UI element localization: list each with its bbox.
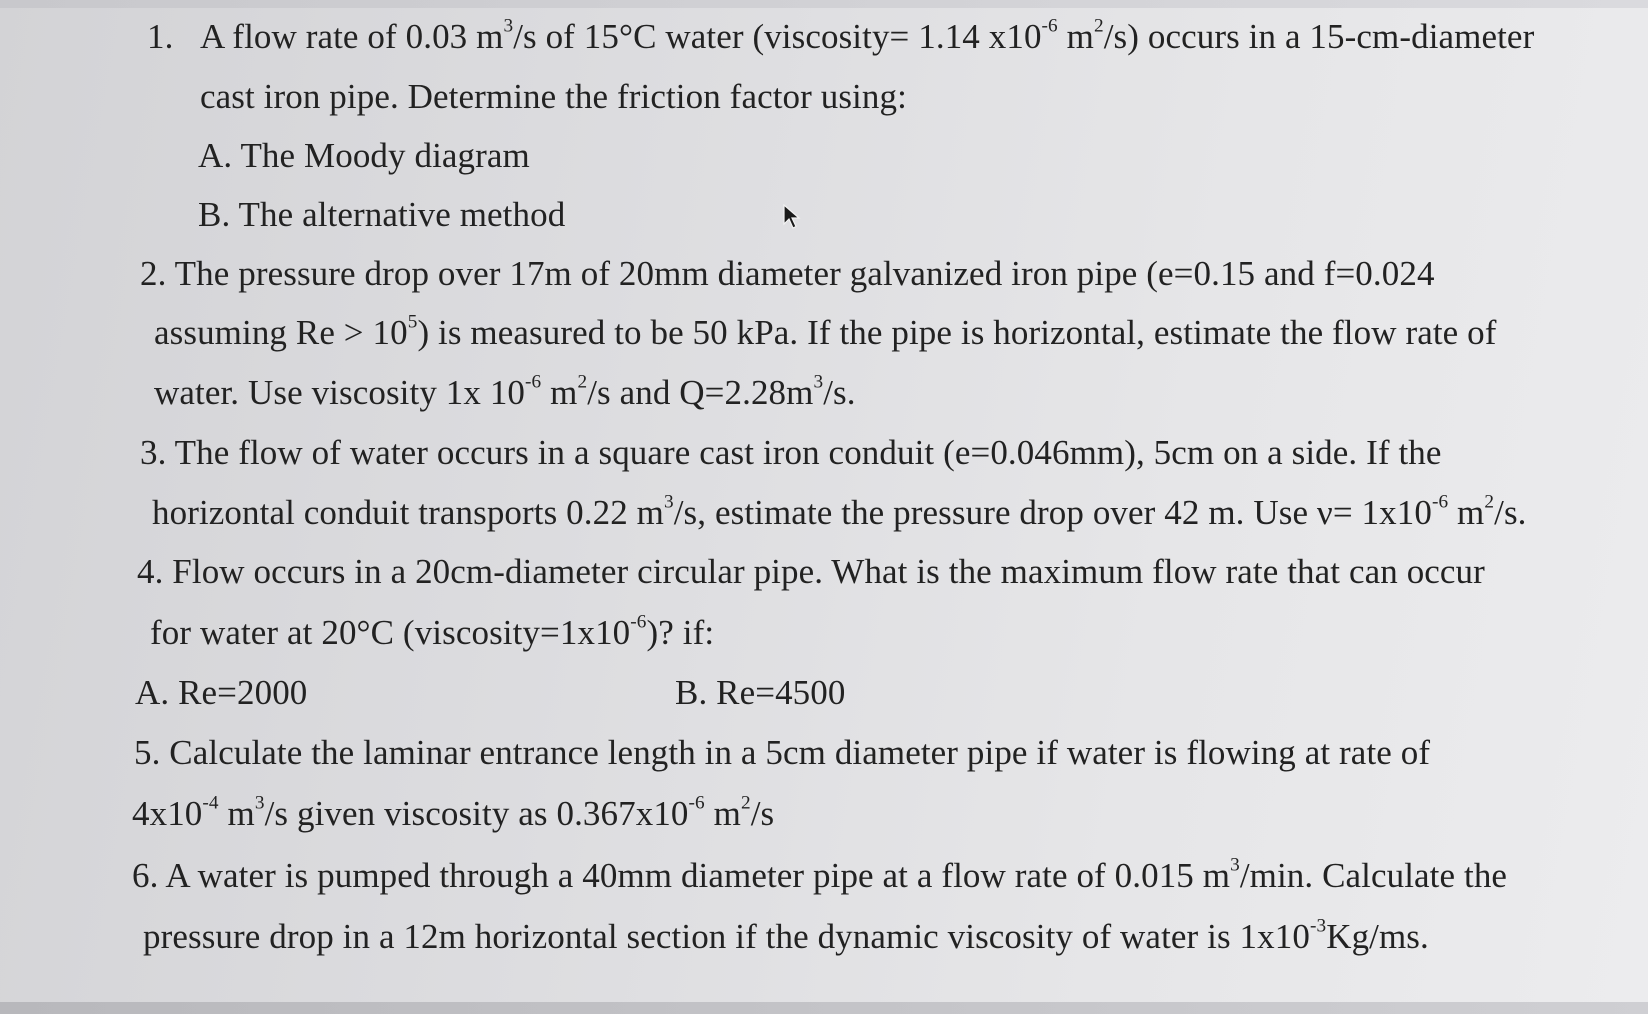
screen-top-edge <box>0 0 1648 8</box>
q6-line-2: pressure drop in a 12m horizontal section if the dynamic viscosity of water is $1x10^{-3}Kg/ms$. <box>143 915 1429 956</box>
q3-line-1: 3. The flow of water occurs in a square cast iron conduit (e=0.046mm), 5cm on a side. If the <box>140 433 1442 472</box>
q2-line-3: water. Use viscosity 1x $10^{-6}$ $m^2/s$ and $Q=2.28m^3/s$. <box>154 371 856 412</box>
q1-line-1: 1. A flow rate of 0.03 $m^3/s$ of 15°C water (viscosity= 1.14 $x10^{-6}$ $m^2/s$) occurs in a 15-cm-diameter <box>147 15 1535 56</box>
q2-line-2: assuming $Re > 10^5$) is measured to be 50 kPa. If the pipe is horizontal, estimate the flow rate of <box>154 311 1497 352</box>
q1-option-b: B. The alternative method <box>198 195 566 234</box>
q1-option-a: A. The Moody diagram <box>198 136 530 175</box>
q4-option-b: B. Re=4500 <box>675 673 846 712</box>
mouse-pointer-icon <box>782 204 804 230</box>
q4-option-a: A. Re=2000 <box>135 673 308 712</box>
q5-line-1: 5. Calculate the laminar entrance length in a 5cm diameter pipe if water is flowing at rate of <box>134 733 1431 772</box>
screen-bottom-edge <box>0 1002 1648 1014</box>
q1-line-2: cast iron pipe. Determine the friction factor using: <box>200 77 907 116</box>
q5-line-2: $4x10^{-4}$ $m^3/s$ given viscosity as $0.367x10^{-6}$ $m^2/s$ <box>132 792 775 833</box>
q1-number: 1. <box>147 17 174 56</box>
q3-line-2: horizontal conduit transports 0.22 $m^3/s$, estimate the pressure drop over 42 m. Use $\nu= 1x10^{-6}$ $m^2/s$. <box>152 491 1527 532</box>
q4-line-1: 4. Flow occurs in a 20cm-diameter circular pipe. What is the maximum flow rate that can occur <box>137 552 1485 591</box>
q4-line-2: for water at 20°C $(viscosity=1x10^{-6})$? if: <box>150 611 715 652</box>
q6-line-1: 6. A water is pumped through a 40mm diameter pipe at a flow rate of 0.015 $m^3/\min$. Calculate the <box>132 854 1508 895</box>
q2-line-1: 2. The pressure drop over 17m of 20mm diameter galvanized iron pipe (e=0.15 and f=0.024 <box>140 254 1435 293</box>
